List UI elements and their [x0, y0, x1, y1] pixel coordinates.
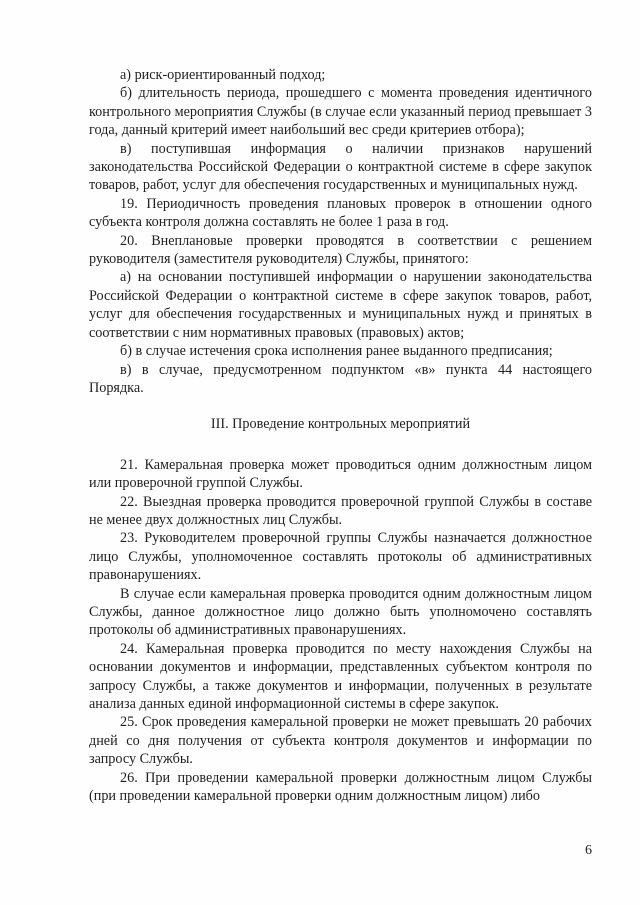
paragraph: 21. Камеральная проверка может проводиться одним должностным лицом или проверочной группой Службы.	[89, 456, 592, 492]
paragraph: а) на основании поступившей информации о нарушении законодательства Российской Федерации о контрактной системе в сфере закупок товаров, работ, услуг для обеспечения государственных и муниципальных нужд и принятых в соответствии с ним нормативных правовых (правовых) актов;	[89, 269, 592, 341]
paragraph: 26. При проведении камеральной проверки должностным лицом Службы (при проведении камеральной проверки одним должностным лицом) либо	[89, 769, 592, 805]
document-body	[89, 66, 592, 805]
paragraph: 25. Срок проведения камеральной проверки не может превышать 20 рабочих дней со дня получения от субъекта контроля документов и информации по запросу Службы.	[89, 714, 592, 768]
section-heading: III. Проведение контрольных мероприятий	[210, 416, 471, 433]
paragraph: в) в случае, предусмотренном подпунктом «в» пункта 44 настоящего Порядка.	[89, 361, 592, 396]
paragraph: 23. Руководителем проверочной группы Службы назначается должностное лицо Службы, уполномоченное составлять протоколы об административных правонарушениях.	[89, 530, 592, 584]
paragraph: 19. Периодичность проведения плановых проверок в отношении одного субъекта контроля должна составлять не более 1 раза в год.	[89, 195, 592, 231]
paragraph: б) в случае истечения срока исполнения ранее выданного предписания;	[120, 343, 553, 360]
paragraph: 20. Внеплановые проверки проводятся в соответствии с решением руководителя (заместителя руководителя) Службы, принятого:	[89, 232, 592, 268]
paragraph: В случае если камеральная проверка проводится одним должностным лицом Службы, данное должностное лицо должно быть уполномочено составлять протоколы об административных правонарушениях.	[89, 585, 592, 639]
paragraph: 22. Выездная проверка проводится проверочной группой Службы в составе не менее двух должностных лиц Службы.	[89, 493, 592, 528]
paragraph: б) длительность периода, прошедшего с момента проведения идентичного контрольного мероприятия Службы (в случае если указанный период превышает 3 года, данный критерий имеет наибольший вес среди критериев отбора);	[89, 85, 592, 139]
page-number: 6	[585, 843, 592, 858]
paragraph: 24. Камеральная проверка проводится по месту нахождения Службы на основании документов и информации, представленных субъектом контроля по запросу Службы, а также документов и информации, полученных в результате анализа данных единой информационной системы в сфере закупок.	[89, 640, 592, 712]
paragraph: в) поступившая информация о наличии признаков нарушений законодательства Российской Федерации о контрактной системе в сфере закупок товаров, работ, услуг для обеспечения государственных и муниципальных нужд.	[89, 140, 592, 194]
paragraph: а) риск-ориентированный подход;	[120, 67, 326, 83]
